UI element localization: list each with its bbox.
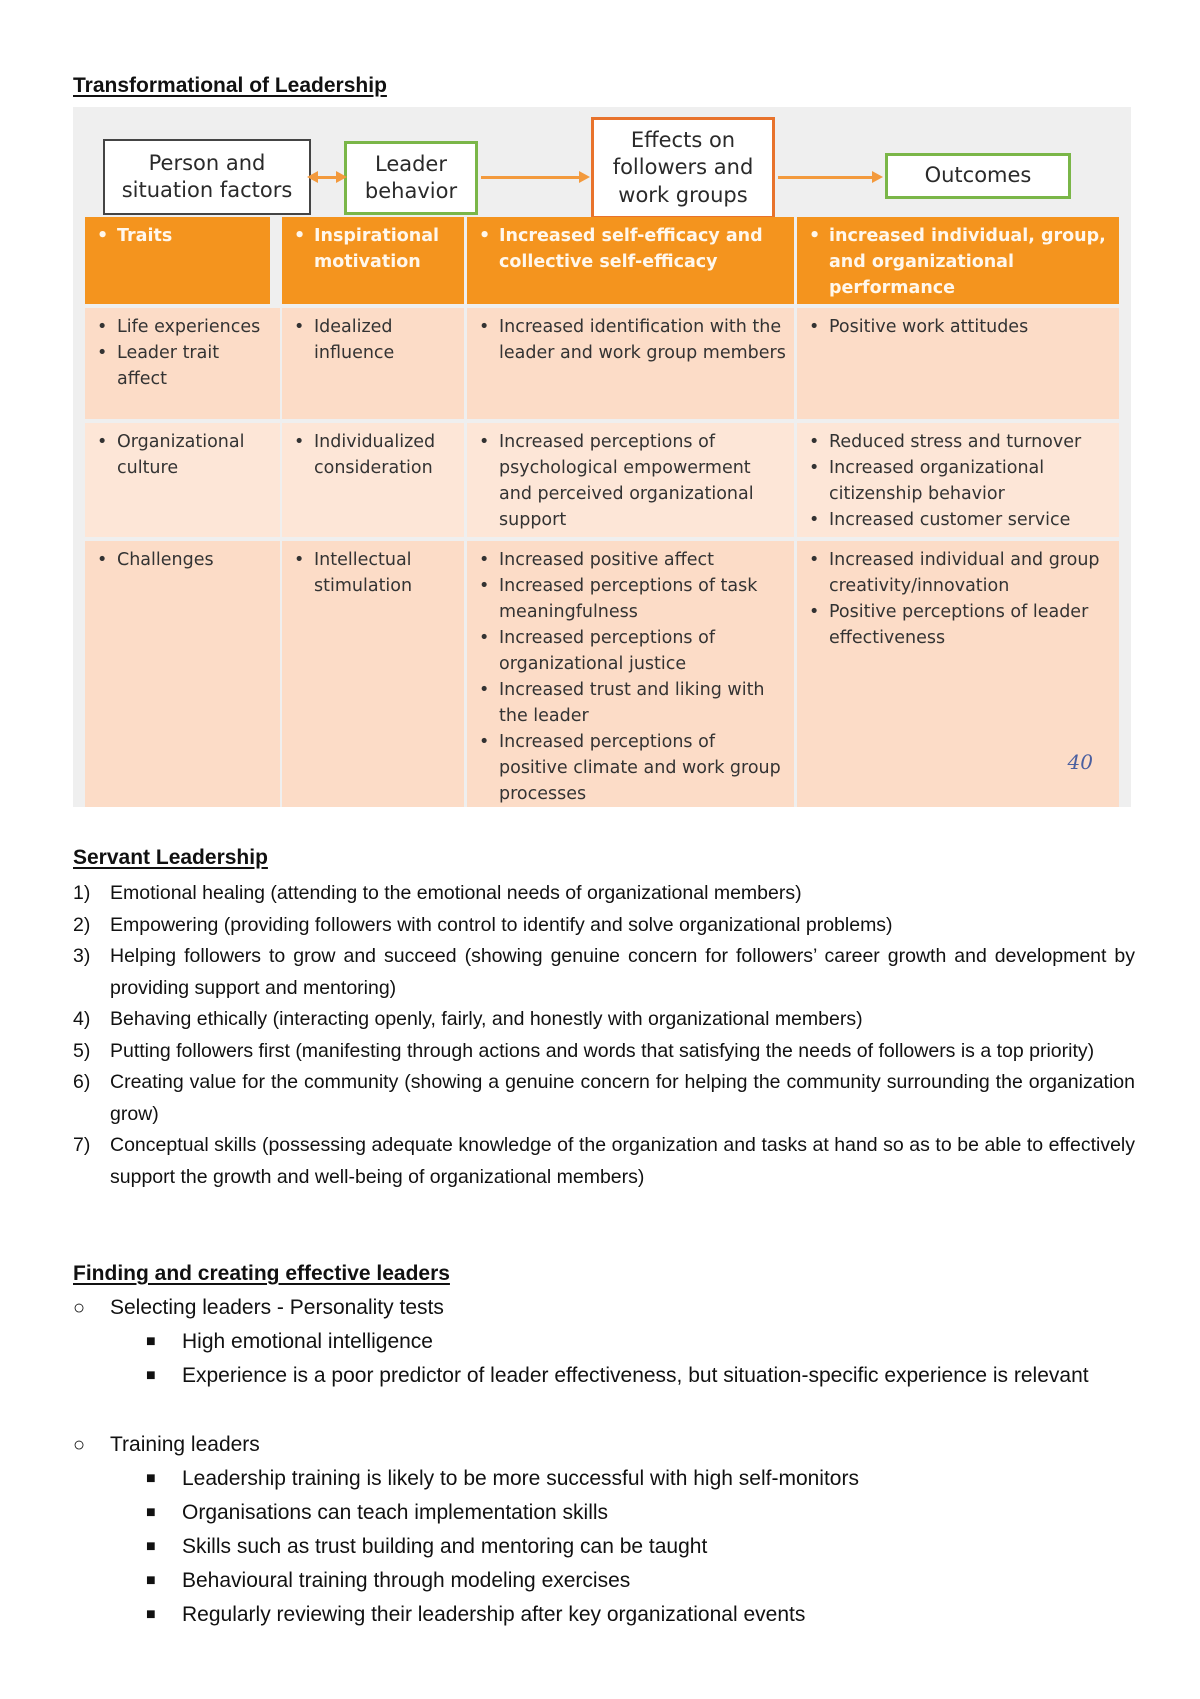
servant-list	[73, 878, 1135, 1193]
training-leaders-label: Training leaders	[110, 1433, 260, 1456]
cell-person-row3	[85, 423, 280, 537]
cell-leader-row4	[282, 541, 464, 807]
list-number: 3)	[73, 945, 91, 967]
cell-outcomes-row1	[797, 217, 1119, 304]
figure-bullet-item: • Increased trust and liking with the leader	[475, 677, 786, 729]
header-leader-label: Leader behavior	[364, 151, 458, 203]
arrow-right-icon	[778, 176, 874, 179]
list-item-text: Emotional healing (attending to the emotional needs of organizational members)	[110, 882, 802, 904]
figure-bullet-item: • Idealized influence	[290, 314, 456, 366]
figure-bullet-item: • Increased customer service	[805, 507, 1111, 533]
cell-person-row1	[85, 217, 270, 304]
sub-bullet-text: Skills such as trust building and mentoring can be taught	[182, 1535, 708, 1558]
figure-page-number: 40	[1067, 750, 1093, 774]
figure-bullet-item: • Increased individual and group creativity/innovation	[805, 547, 1111, 599]
figure-bullet-item: • Increased self-efficacy and collective self-efficacy	[475, 223, 786, 275]
cell-person-row4	[85, 541, 280, 807]
figure-bullet-item: • Reduced stress and turnover	[805, 429, 1111, 455]
transformational-heading: Transformational of Leadership	[73, 74, 387, 97]
transformational-figure	[73, 107, 1131, 807]
servant-list-item	[73, 1067, 1135, 1130]
cell-outcomes-row2	[797, 308, 1119, 419]
figure-bullet-item: • Increased perceptions of positive climate and work group processes	[475, 729, 786, 807]
figure-bullet-item: • Inspirational motivation	[290, 223, 456, 275]
figure-bullet-item: • Leader trait affect	[93, 340, 272, 392]
square-bullet-icon: ■	[146, 1367, 156, 1384]
square-bullet-icon: ■	[146, 1470, 156, 1487]
figure-bullet-item: • Challenges	[93, 547, 272, 573]
sub-bullet-text: Organisations can teach implementation skills	[182, 1501, 609, 1524]
list-item-text: Empowering (providing followers with control to identify and solve organizational problems)	[110, 913, 893, 936]
figure-bullet-item: • Positive perceptions of leader effectiveness	[805, 599, 1111, 651]
circle-bullet-icon: ○	[73, 1297, 86, 1319]
cell-outcomes-row4	[797, 541, 1119, 807]
figure-bullet-item: • Traits	[93, 223, 262, 249]
figure-bullet-item: • Positive work attitudes	[805, 314, 1111, 340]
figure-bullet-item: • Life experiences	[93, 314, 272, 340]
cell-leader-row1	[282, 217, 464, 304]
figure-bullet-item: • Increased perceptions of psychological empowerment and perceived organizational support	[475, 429, 786, 533]
square-bullet-icon: ■	[146, 1333, 156, 1350]
finding-heading: Finding and creating effective leaders	[73, 1262, 450, 1285]
servant-heading: Servant Leadership	[73, 846, 268, 869]
list-item-text: Putting followers first (manifesting through actions and words that satisfying the needs of followers is a top priority)	[110, 1039, 1095, 1062]
header-person-situation	[103, 139, 311, 215]
circle-bullet-icon: ○	[73, 1434, 86, 1456]
list-item-text: Conceptual skills (possessing adequate knowledge of the organization and tasks at hand so as to be able to effectively support the growth and well-being of organizational members)	[110, 1134, 1135, 1188]
list-item-text: Behaving ethically (interacting openly, fairly, and honestly with organizational members)	[110, 1008, 863, 1030]
header-effects-label: Effects on followers and work groups	[612, 128, 754, 207]
figure-bullet-item: • Increased identification with the leader and work group members	[475, 314, 786, 366]
servant-list-item	[73, 878, 1135, 910]
list-item-text: Helping followers to grow and succeed (showing genuine concern for followers’ career growth and development by providing support and mentoring)	[110, 945, 1135, 999]
cell-effects-row4	[467, 541, 794, 807]
header-leader-behavior	[344, 141, 478, 215]
list-item-text: Creating value for the community (showing a genuine concern for helping the community surrounding the organization grow)	[110, 1071, 1135, 1125]
cell-effects-row1	[467, 217, 794, 304]
figure-bullet-item: • Increased perceptions of organizational justice	[475, 625, 786, 677]
square-bullet-icon: ■	[146, 1606, 156, 1623]
figure-bullet-item: • increased individual, group, and organizational performance	[805, 223, 1111, 301]
servant-list-item	[73, 1036, 1135, 1068]
servant-list-item	[73, 1130, 1135, 1193]
cell-leader-row3	[282, 423, 464, 537]
sub-bullet-text: Regularly reviewing their leadership after key organizational events	[182, 1603, 806, 1626]
list-number: 7)	[73, 1134, 91, 1156]
list-number: 4)	[73, 1008, 91, 1030]
sub-bullet-text: Experience is a poor predictor of leader effectiveness, but situation-specific experience is relevant	[182, 1364, 1089, 1387]
figure-bullet-item: • Intellectual stimulation	[290, 547, 456, 599]
cell-leader-row2	[282, 308, 464, 419]
figure-bullet-item: • Increased positive affect	[475, 547, 786, 573]
list-number: 6)	[73, 1071, 91, 1093]
figure-bullet-item: • Increased perceptions of task meaningfulness	[475, 573, 786, 625]
servant-list-item	[73, 941, 1135, 1004]
double-arrow-icon	[316, 176, 338, 179]
selecting-leaders-label: Selecting leaders - Personality tests	[110, 1296, 444, 1319]
header-outcomes-label: Outcomes	[924, 163, 1032, 188]
square-bullet-icon: ■	[146, 1572, 156, 1589]
square-bullet-icon: ■	[146, 1538, 156, 1555]
cell-outcomes-row3	[797, 423, 1119, 537]
figure-bullet-item: • Organizational culture	[93, 429, 272, 481]
sub-bullet-text: Behavioural training through modeling exercises	[182, 1569, 631, 1592]
square-bullet-icon: ■	[146, 1504, 156, 1521]
cell-effects-row2	[467, 308, 794, 419]
servant-list-item	[73, 910, 1135, 942]
cell-person-row2	[85, 308, 280, 419]
header-outcomes	[885, 153, 1071, 199]
arrow-right-icon	[481, 176, 581, 179]
header-effects	[591, 117, 775, 219]
header-person-label: Person and situation factors	[121, 150, 293, 202]
servant-list-item	[73, 1004, 1135, 1036]
list-number: 2)	[73, 913, 91, 936]
cell-effects-row3	[467, 423, 794, 537]
figure-bullet-item: • Increased organizational citizenship behavior	[805, 455, 1111, 507]
list-number: 5)	[73, 1039, 91, 1062]
list-number: 1)	[73, 882, 91, 904]
sub-bullet-text: High emotional intelligence	[182, 1330, 433, 1353]
sub-bullet-text: Leadership training is likely to be more successful with high self-monitors	[182, 1467, 859, 1490]
figure-bullet-item: • Individualized consideration	[290, 429, 456, 481]
